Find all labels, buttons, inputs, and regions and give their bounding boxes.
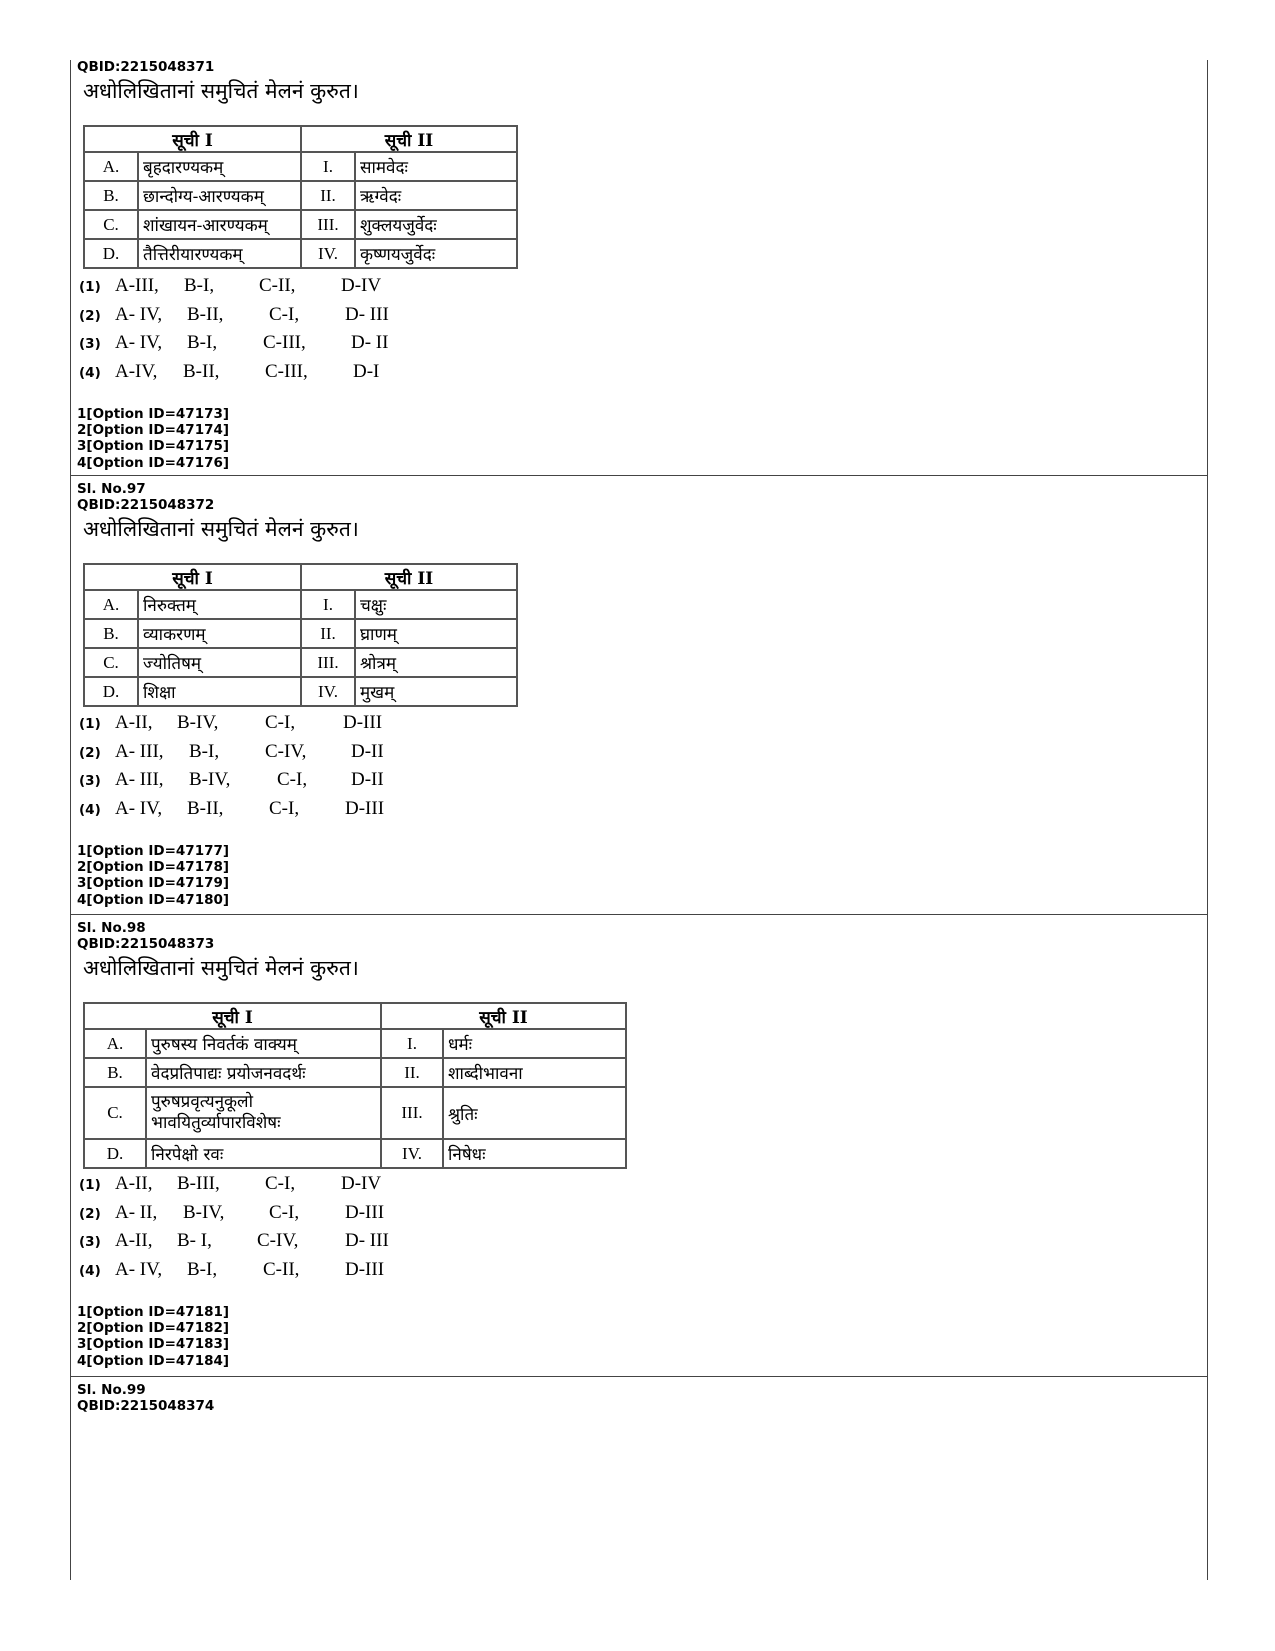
option-part: A-II, bbox=[115, 712, 153, 733]
option-number: (4) bbox=[79, 1262, 101, 1279]
option-number: (1) bbox=[79, 1177, 101, 1193]
option-id: 4[Option ID=47184] bbox=[77, 1352, 230, 1369]
list-1-item bbox=[146, 1087, 381, 1139]
list-2-label: II. bbox=[301, 619, 355, 648]
option-part: D- III bbox=[345, 303, 389, 325]
option-part: D-III bbox=[345, 1201, 385, 1223]
question-divider bbox=[71, 914, 1207, 915]
match-table bbox=[83, 563, 518, 707]
list-1-label: A. bbox=[84, 1029, 146, 1058]
serial-number: Sl. No.97 bbox=[77, 481, 146, 497]
option-part: D-I bbox=[353, 360, 380, 382]
list-2-item: निषेधः bbox=[443, 1139, 626, 1168]
option-part: A- III, bbox=[115, 769, 164, 790]
option-part: D-II bbox=[351, 769, 384, 790]
table-row bbox=[84, 210, 517, 239]
option-part: B-I, bbox=[184, 275, 215, 296]
option-part: C-IV, bbox=[265, 740, 307, 762]
table-row bbox=[84, 1058, 626, 1087]
question-id: QBID:2215048374 bbox=[77, 1398, 215, 1414]
option-id: 1[Option ID=47181] bbox=[77, 1304, 230, 1320]
list-2-label: I. bbox=[381, 1029, 443, 1058]
list-1-label: D. bbox=[84, 677, 138, 706]
option-part: A-II, bbox=[115, 1230, 153, 1251]
list-2-item: शाब्दीभावना bbox=[443, 1058, 626, 1087]
list-1-heading: सूची I bbox=[84, 564, 301, 590]
serial-number: Sl. No.98 bbox=[77, 920, 146, 936]
list-2-item: घ्राणम् bbox=[355, 619, 517, 648]
list-1-heading: सूची I bbox=[84, 1003, 381, 1029]
list-1-item-line-2: भावयितुर्व्यापारविशेषः bbox=[151, 1113, 281, 1133]
match-table bbox=[83, 1002, 627, 1169]
option-part: A- IV, bbox=[115, 797, 163, 819]
list-2-heading: सूची II bbox=[301, 564, 517, 590]
option-number: (3) bbox=[79, 336, 101, 352]
list-1-heading: सूची I bbox=[84, 126, 301, 152]
list-1-label: C. bbox=[84, 648, 138, 677]
option-part: A-IV, bbox=[115, 360, 158, 382]
option-number: (1) bbox=[79, 279, 101, 295]
option-part: C-I, bbox=[265, 1173, 296, 1194]
list-1-item: निरपेक्षो रवः bbox=[146, 1139, 381, 1168]
list-2-label: IV. bbox=[301, 239, 355, 268]
question-id: QBID:2215048373 bbox=[77, 936, 215, 952]
option-part: C-I, bbox=[265, 712, 296, 733]
question-stem: अधोलिखितानां समुचितं मेलनं कुरुत। bbox=[83, 956, 359, 980]
list-2-label: I. bbox=[301, 590, 355, 619]
list-1-label: A. bbox=[84, 590, 138, 619]
option-part: A-III, bbox=[115, 275, 159, 296]
option-number: (4) bbox=[79, 364, 101, 381]
option-id: 3[Option ID=47179] bbox=[77, 875, 230, 892]
option-ids bbox=[77, 1304, 229, 1369]
list-1-item: तैत्तिरीयारण्यकम् bbox=[138, 239, 301, 268]
list-2-item: सामवेदः bbox=[355, 152, 517, 181]
option-part: D- II bbox=[351, 332, 389, 353]
list-2-label: IV. bbox=[381, 1139, 443, 1168]
question-paper-frame bbox=[70, 60, 1208, 1580]
option-part: D-III bbox=[345, 797, 385, 819]
option-part: B-I, bbox=[187, 1258, 218, 1280]
serial-number: Sl. No.99 bbox=[77, 1382, 146, 1398]
list-1-item: पुरुषस्य निवर्तकं वाक्यम् bbox=[146, 1029, 381, 1058]
option-part: D-III bbox=[343, 712, 383, 733]
list-1-item: शांखायन-आरण्यकम् bbox=[138, 210, 301, 239]
list-1-item: शिक्षा bbox=[138, 677, 301, 706]
option-part: C-II, bbox=[263, 1258, 300, 1280]
option-part: C-I, bbox=[269, 1201, 300, 1223]
list-1-label: D. bbox=[84, 239, 138, 268]
list-2-item: चक्षुः bbox=[355, 590, 517, 619]
option-part: C-IV, bbox=[257, 1230, 299, 1251]
table-row bbox=[84, 239, 517, 268]
list-2-label: II. bbox=[381, 1058, 443, 1087]
option-part: B-I, bbox=[187, 332, 218, 353]
list-1-item: निरुक्तम् bbox=[138, 590, 301, 619]
table-row bbox=[84, 677, 517, 706]
option-part: B- I, bbox=[177, 1230, 212, 1251]
list-1-label: B. bbox=[84, 1058, 146, 1087]
list-2-item: शुक्लयजुर्वेदः bbox=[355, 210, 517, 239]
option-part: D-IV bbox=[341, 275, 382, 296]
option-part: B-II, bbox=[183, 360, 220, 382]
option-part: C-II, bbox=[259, 275, 296, 296]
option-id: 4[Option ID=47180] bbox=[77, 891, 230, 908]
question-divider bbox=[71, 475, 1207, 476]
option-part: B-II, bbox=[187, 303, 224, 325]
table-row bbox=[84, 1139, 626, 1168]
question-stem: अधोलिखितानां समुचितं मेलनं कुरुत। bbox=[83, 517, 359, 541]
table-row bbox=[84, 1029, 626, 1058]
list-2-item: धर्मः bbox=[443, 1029, 626, 1058]
option-part: A- III, bbox=[115, 740, 164, 762]
table-row bbox=[84, 619, 517, 648]
option-id: 1[Option ID=47173] bbox=[77, 406, 230, 422]
question-divider bbox=[71, 1376, 1207, 1377]
option-part: B-IV, bbox=[189, 769, 231, 790]
list-1-label: B. bbox=[84, 619, 138, 648]
option-ids bbox=[77, 843, 229, 908]
option-part: C-III, bbox=[265, 360, 308, 382]
option-part: D-IV bbox=[341, 1173, 382, 1194]
option-part: D-II bbox=[351, 740, 384, 762]
option-ids bbox=[77, 406, 229, 471]
option-part: A-II, bbox=[115, 1173, 153, 1194]
question-stem: अधोलिखितानां समुचितं मेलनं कुरुत। bbox=[83, 79, 359, 103]
option-part: C-I, bbox=[277, 769, 308, 790]
option-part: A- IV, bbox=[115, 303, 163, 325]
option-id: 2[Option ID=47182] bbox=[77, 1320, 230, 1337]
table-row bbox=[84, 181, 517, 210]
list-1-label: C. bbox=[84, 1087, 146, 1139]
option-id: 2[Option ID=47174] bbox=[77, 422, 230, 439]
option-part: B-IV, bbox=[177, 712, 219, 733]
option-part: B-II, bbox=[187, 797, 224, 819]
list-1-item-line-1: पुरुषप्रवृत्यनुकूलो bbox=[151, 1092, 253, 1112]
table-row bbox=[84, 590, 517, 619]
option-id: 3[Option ID=47183] bbox=[77, 1336, 230, 1353]
list-2-item: ऋग्वेदः bbox=[355, 181, 517, 210]
list-2-item: श्रुतिः bbox=[443, 1087, 626, 1139]
option-id: 2[Option ID=47178] bbox=[77, 859, 230, 876]
table-row bbox=[84, 152, 517, 181]
match-table bbox=[83, 125, 518, 269]
option-part: B-I, bbox=[189, 740, 220, 762]
option-part: B-III, bbox=[177, 1173, 220, 1194]
table-row bbox=[84, 1087, 626, 1139]
option-number: (2) bbox=[79, 1205, 101, 1222]
option-part: D-III bbox=[345, 1258, 385, 1280]
option-id: 4[Option ID=47176] bbox=[77, 454, 230, 471]
list-1-item: वेदप्रतिपाद्यः प्रयोजनवदर्थः bbox=[146, 1058, 381, 1087]
list-2-heading: सूची II bbox=[381, 1003, 626, 1029]
option-number: (3) bbox=[79, 773, 101, 789]
list-2-label: II. bbox=[301, 181, 355, 210]
list-2-label: III. bbox=[301, 210, 355, 239]
question-id: QBID:2215048372 bbox=[77, 497, 215, 513]
option-part: C-I, bbox=[269, 797, 300, 819]
option-part: A- II, bbox=[115, 1201, 158, 1223]
option-number: (2) bbox=[79, 307, 101, 324]
list-2-label: III. bbox=[381, 1087, 443, 1139]
list-1-item: ज्योतिषम् bbox=[138, 648, 301, 677]
list-1-label: A. bbox=[84, 152, 138, 181]
table-row bbox=[84, 648, 517, 677]
list-2-heading: सूची II bbox=[301, 126, 517, 152]
list-2-label: IV. bbox=[301, 677, 355, 706]
list-1-item: छान्दोग्य-आरण्यकम् bbox=[138, 181, 301, 210]
option-part: D- III bbox=[345, 1230, 389, 1251]
list-2-item: कृष्णयजुर्वेदः bbox=[355, 239, 517, 268]
option-number: (1) bbox=[79, 716, 101, 732]
option-part: A- IV, bbox=[115, 1258, 163, 1280]
list-1-item: व्याकरणम् bbox=[138, 619, 301, 648]
option-number: (4) bbox=[79, 801, 101, 818]
option-number: (2) bbox=[79, 744, 101, 761]
list-2-item: श्रोत्रम् bbox=[355, 648, 517, 677]
option-number: (3) bbox=[79, 1234, 101, 1250]
option-id: 3[Option ID=47175] bbox=[77, 438, 230, 455]
list-1-item: बृहदारण्यकम् bbox=[138, 152, 301, 181]
list-2-item: मुखम् bbox=[355, 677, 517, 706]
list-1-label: B. bbox=[84, 181, 138, 210]
option-part: A- IV, bbox=[115, 332, 163, 353]
question-id: QBID:2215048371 bbox=[77, 59, 215, 75]
option-part: C-III, bbox=[263, 332, 306, 353]
list-1-label: D. bbox=[84, 1139, 146, 1168]
option-part: B-IV, bbox=[183, 1201, 225, 1223]
list-2-label: III. bbox=[301, 648, 355, 677]
list-2-label: I. bbox=[301, 152, 355, 181]
list-1-label: C. bbox=[84, 210, 138, 239]
option-part: C-I, bbox=[269, 303, 300, 325]
option-id: 1[Option ID=47177] bbox=[77, 843, 230, 859]
